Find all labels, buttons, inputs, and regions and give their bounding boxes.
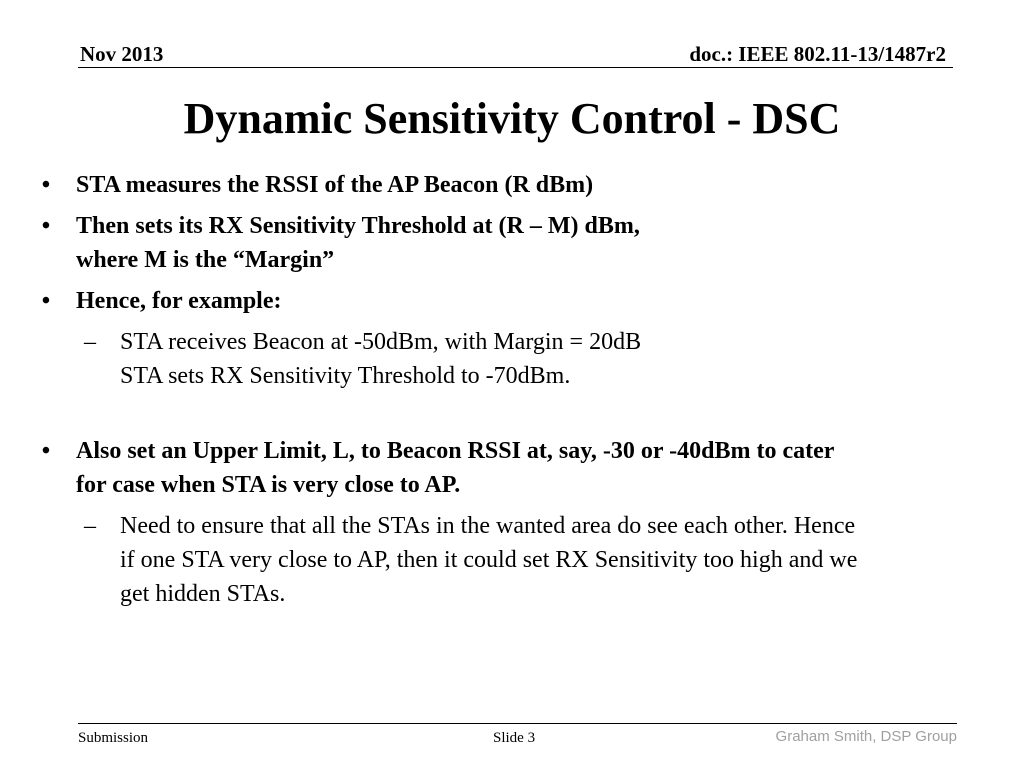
sub-bullet-text-line: STA receives Beacon at -50dBm, with Margin = 20dB <box>120 329 642 355</box>
slide-body <box>36 168 1004 611</box>
bullet-marker: • <box>41 213 51 239</box>
dash-marker: – <box>84 513 96 539</box>
sub-bullet-text-line: Need to ensure that all the STAs in the wanted area do see each other. Hence <box>120 513 856 539</box>
slide-title: Dynamic Sensitivity Control - DSC <box>183 94 841 143</box>
sub-bullet-text-line: get hidden STAs. <box>120 581 286 607</box>
bullet-text-line: Then sets its RX Sensitivity Threshold at (R – M) dBm, <box>76 213 640 239</box>
footer-author: Graham Smith, DSP Group <box>775 728 957 745</box>
header-doc-id: doc.: IEEE 802.11-13/1487r2 <box>689 42 946 66</box>
bullet-text-line: for case when STA is very close to AP. <box>76 472 461 498</box>
bullet-text: STA measures the RSSI of the AP Beacon (R dBm) <box>76 172 594 198</box>
bullet-item-4 <box>36 434 1004 502</box>
header-date: Nov 2013 <box>80 42 164 66</box>
sub-bullet-text-line: STA sets RX Sensitivity Threshold to -70dBm. <box>120 363 571 389</box>
bullet-text: Hence, for example: <box>76 288 282 314</box>
footer-divider <box>78 723 957 724</box>
header-divider <box>78 67 953 68</box>
slide-number: Slide 3 <box>493 730 536 746</box>
bullet-text-line: Also set an Upper Limit, L, to Beacon RSSI at, say, -30 or -40dBm to cater <box>76 438 835 464</box>
sub-bullet-item-2 <box>36 509 1004 611</box>
bullet-marker: • <box>41 288 51 314</box>
bullet-item-3 <box>36 284 1004 318</box>
footer-submission: Submission <box>78 730 149 746</box>
sub-bullet-text-line: if one STA very close to AP, then it could set RX Sensitivity too high and we <box>120 547 858 573</box>
bullet-item-1 <box>36 168 1004 202</box>
dash-marker: – <box>84 329 96 355</box>
bullet-marker: • <box>41 438 51 464</box>
bullet-text-line: where M is the “Margin” <box>76 247 335 273</box>
bullet-item-2 <box>36 209 1004 277</box>
sub-bullet-item-1 <box>36 325 1004 393</box>
bullet-marker: • <box>41 172 51 198</box>
